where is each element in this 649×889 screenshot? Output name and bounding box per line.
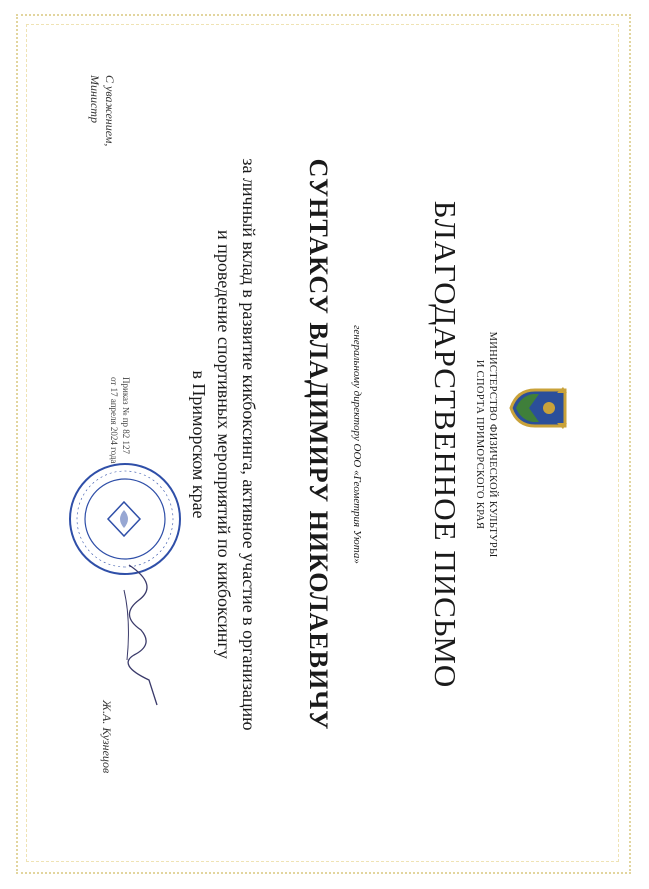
order-reference (108, 377, 132, 463)
ministry-line-2: И СПОРТА ПРИМОРСКОГО КРАЯ (474, 359, 485, 530)
order-number: Приказ № пр 82 127 (121, 377, 131, 455)
closing-greeting: С уважением, (103, 75, 117, 147)
coat-of-arms-icon (509, 384, 569, 432)
body-text-line-2: и проведение спортивных мероприятий по кикбоксингу (214, 230, 234, 659)
order-date: от 17 апреля 2024 года (109, 377, 119, 464)
closing-title: Министр (88, 75, 102, 123)
ministry-line-1: МИНИСТЕРСТВО ФИЗИЧЕСКОЙ КУЛЬТУРЫ (487, 331, 498, 558)
signer-name: Ж.А. Кузнецов (100, 700, 114, 774)
recipient-position: генеральному директору ООО «Геометрия Уюта» (351, 325, 363, 564)
recipient-name: СУНТАКСУ ВЛАДИМИРУ НИКОЛАЕВИЧУ (304, 158, 333, 731)
handwritten-signature-icon (109, 560, 169, 710)
ministry-header (473, 0, 499, 889)
body-text-line-1: за личный вклад в развитие кикбоксинга, активное участие в организацию (239, 158, 259, 731)
document-title: БЛАГОДАРСТВЕННОЕ ПИСЬМО (428, 200, 463, 689)
closing-block (87, 75, 117, 146)
body-text-line-3: в Приморском крае (189, 370, 209, 519)
